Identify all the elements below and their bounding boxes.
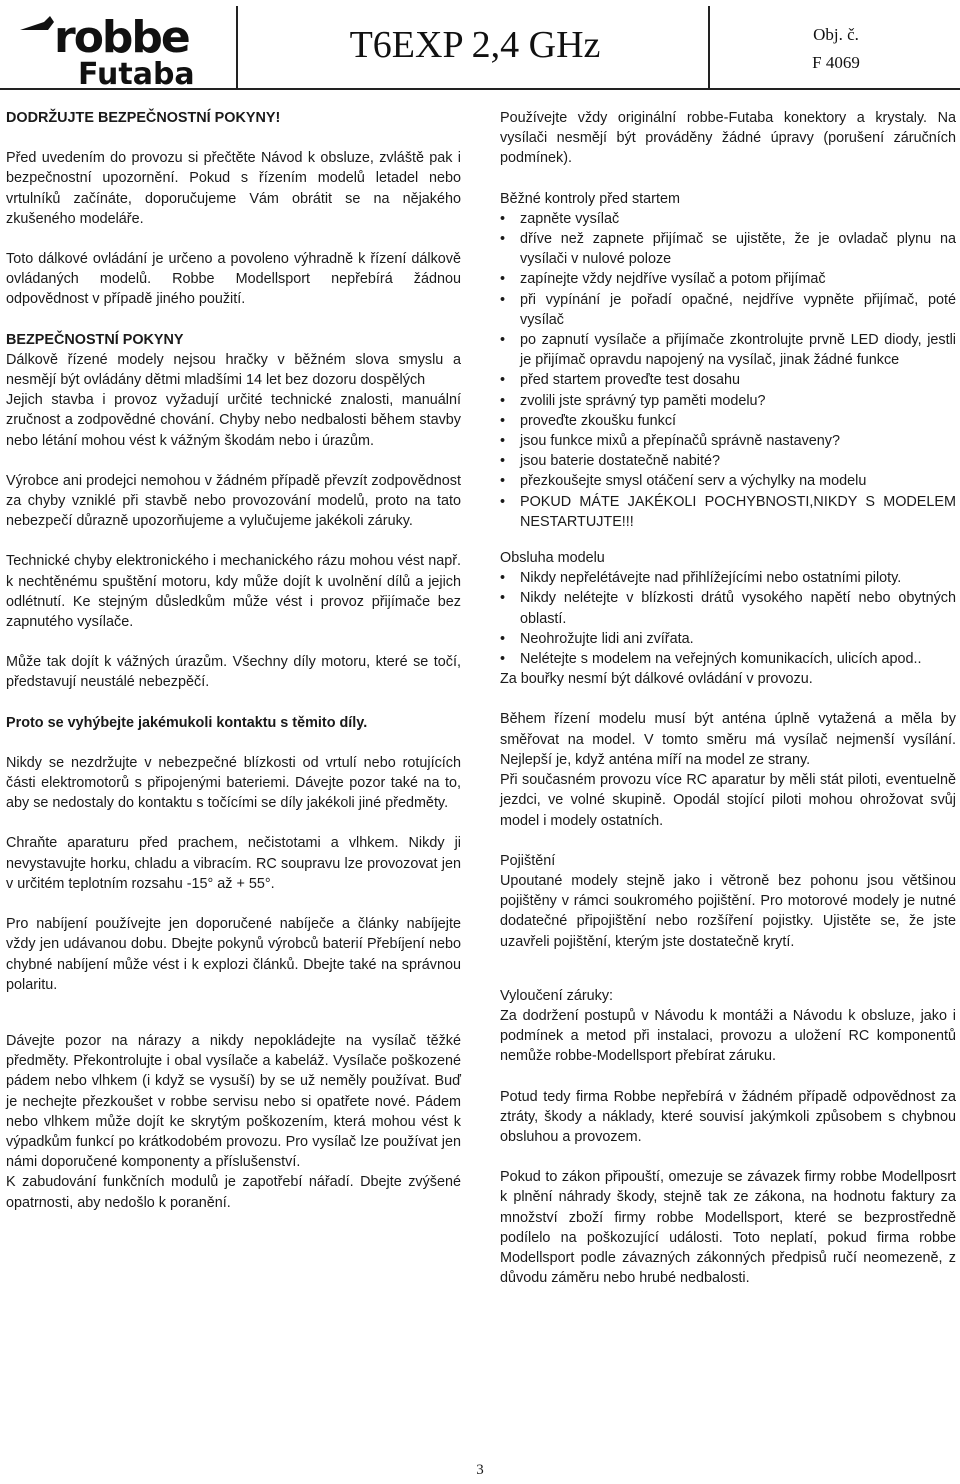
bullet-icon: • — [500, 372, 506, 389]
paragraph: Při současném provozu více RC aparatur by měli stát piloti, eventuelně jezdci, ve volné skupině. Opodál stojící piloti mohou ohrožovat svůj model i modely ostatních. — [500, 772, 956, 829]
header-rule — [0, 88, 960, 90]
list-item: • Nelétejte s modelem na veřejných komunikacích, ulicích apod.. — [500, 649, 956, 669]
paragraph: Za dodržení postupů v Návodu k montáži a Návodu k obsluze, jako i podmínek a metod při instalaci, provozu a uložení RC komponentů nemůže robbe-Modellsport přebírat záruku. — [500, 1007, 956, 1065]
paragraph: Během řízení modelu musí být anténa úplně vytažená a měla by směřovat na model. V tomto směru má vysílač nejmenší vysílání. Nejlepší je, když anténa míří na model ze strany. — [500, 711, 956, 768]
checks-list — [500, 209, 956, 532]
list-item: • Nikdy nelétejte v blízkosti drátů vysokého napětí nebo obytných oblastí. — [500, 590, 956, 627]
bullet-icon: • — [500, 332, 506, 349]
list-item: • po zapnutí vysílače a přijímače zkontrolujte prvně LED diody, jestli je přijímač opravdu napojený na vysílač, jinak žádné funkce — [500, 332, 956, 369]
bullet-icon: • — [500, 453, 506, 470]
insurance-title: Pojištění — [500, 852, 556, 869]
paragraph: Upoutané modely stejně jako i větroně bez pohonu jsou většinou pojištěny v rámci soukromého pojištění. Pro motorové modely je nutné dodatečné připojištění nebo rozšíření pojistky. Ujistěte se, že jste uzavřeli pojištění, kterým jste dostatečně krytí. — [500, 872, 956, 950]
bullet-icon: • — [500, 433, 506, 450]
paragraph: Potud tedy firma Robbe nepřebírá v žádném případě odpovědnost za ztráty, škody a náklady, které souvisí jakýmkoli způsobem s chybnou obsluhou a provozem. — [500, 1088, 956, 1145]
paragraph: Nikdy se nezdržujte v nebezpečné blízkosti od vrtulí nebo rotujících části elektromotorů s připojenými bateriemi. Dávejte pozor také na to, aby se nedostaly do kontaktu s točícími se díly jakékoli jiné předměty. — [6, 754, 461, 812]
bullet-icon: • — [500, 291, 506, 308]
bullet-icon: • — [500, 493, 506, 510]
list-item: • zapněte vysílač — [500, 209, 956, 229]
header-divider — [236, 6, 238, 90]
paragraph: Technické chyby elektronického i mechanického rázu mohou vést např. k nechtěnému spuštění motoru, kdy může dojít k uvolnění dílů a jejich odlétnutí. Ke stejným důsledkům může vést i provoz přijímače bez zapnutého vysílače. — [6, 553, 461, 631]
paragraph: Před uvedením do provozu si přečtěte Návod k obsluze, zvláště pak i bezpečnostní upozornění. Pokud s řízením modelů letadel nebo vrtulníků začínáte, doporučujeme Vám obrátit se na nějakého zkušeného modeláře. — [6, 150, 461, 227]
heading-safety: DODRŽUJTE BEZPEČNOSTNÍ POKYNY! — [6, 110, 281, 126]
bullet-icon: • — [500, 231, 506, 248]
paragraph: Může tak dojít k vážných úrazům. Všechny díly motoru, které se točí, představují neustálé nebezpěčí. — [6, 654, 461, 691]
warranty-title: Vyloučení záruky: — [500, 987, 614, 1004]
bullet-icon: • — [500, 630, 506, 647]
paragraph: Dálkově řízené modely nejsou hračky v běžném slova smyslu a nesmějí být ovládány dětmi mladšími 14 let bez dozoru dospělých — [6, 351, 461, 389]
bullet-icon: • — [500, 651, 506, 668]
paragraph: K zabudování funkčních modulů je zapotřebí nářadí. Dbejte zvýšené opatrnosti, aby nedošlo k poranění. — [6, 1174, 461, 1211]
order-label: Obj. č. — [813, 25, 859, 44]
list-item: • jsou baterie dostatečně nabité? — [500, 451, 956, 471]
warning-bold: Proto se vyhýbejte jakémukoli kontaktu s těmito díly. — [6, 714, 368, 731]
order-value: F 4069 — [812, 53, 860, 72]
paragraph: Za bouřky nesmí být dálkové ovládání v provozu. — [500, 671, 813, 688]
page-header — [0, 0, 960, 92]
right-column — [500, 108, 956, 1288]
list-item: • Nikdy nepřelétávejte nad přihlížejícími nebo ostatními piloty. — [500, 568, 956, 588]
left-column — [6, 108, 461, 1213]
robbe-futaba-logo — [14, 8, 224, 88]
order-number — [712, 24, 960, 74]
ops-title: Obsluha modelu — [500, 550, 605, 567]
list-item: • při vypínání je pořadí opačné, nejdříve vypněte přijímač, poté vysílač — [500, 291, 956, 328]
bullet-icon: • — [500, 210, 506, 227]
bullet-icon: • — [500, 473, 506, 490]
bullet-icon: • — [500, 412, 506, 429]
heading-safety-instructions: BEZPEČNOSTNÍ POKYNY — [6, 331, 184, 348]
list-item: • proveďte zkoušku funkcí — [500, 411, 956, 431]
paragraph: Výrobce ani prodejci nemohou v žádném případě převzít zodpovědnost za chyby vzniklé při stavbě nebo provozování modelů, proto na tato nebezpečí důrazně upozorňujeme a vylučujeme jakékoli záruky. — [6, 472, 461, 530]
paragraph: Toto dálkové ovládání je určeno a povoleno výhradně k řízení dálkově ovládaných modelů. Robbe Modellsport nepřebírá žádnou odpovědnost v případě jiného použití. — [6, 251, 461, 308]
paragraph: Používejte vždy originální robbe-Futaba konektory a krystaly. Na vysílači nesmějí být prováděny žádné úpravy (porušení záručních podmínek). — [500, 110, 956, 167]
list-item: • jsou funkce mixů a přepínačů správně nastaveny? — [500, 431, 956, 451]
list-item: • zapínejte vždy nejdříve vysílač a potom přijímač — [500, 269, 956, 289]
header-divider — [708, 6, 710, 90]
bullet-icon: • — [500, 570, 506, 587]
page-title: T6EXP 2,4 GHz — [349, 24, 601, 66]
list-item: • zvolili jste správný typ paměti modelu? — [500, 391, 956, 411]
logo-text-bottom: Futaba — [78, 57, 195, 88]
ops-list — [500, 568, 956, 669]
paragraph: Pro nabíjení používejte jen doporučené nabíječe a články nabíjejte vždy jen udávanou dobu. Dbejte pokynů výrobců baterií Přebíjení nebo chybné nabíjení může vést i k explozi článků. Dbejte také na správnou polaritu. — [6, 916, 461, 993]
checks-title: Běžné kontroly před startem — [500, 190, 680, 207]
bullet-icon: • — [500, 392, 506, 409]
list-item: • přezkoušejte smysl otáčení serv a výchylky na modelu — [500, 471, 956, 491]
paragraph: Chraňte aparaturu před prachem, nečistotami a vlhkem. Nikdy ji nevystavujte horku, chladu a vibracím. RC soupravu lze provozovat jen v určitém teplotním rozsahu -15° až + 55°. — [6, 835, 461, 892]
page-number: 3 — [476, 1462, 484, 1478]
bullet-icon: • — [500, 590, 506, 607]
list-item: • Neohrožujte lidi ani zvířata. — [500, 629, 956, 649]
paragraph: Dávejte pozor na nárazy a nikdy nepokládejte na vysílač těžké předměty. Překontrolujte i obal vysílače a kabeláž. Vysílače poškozené pádem nebo vlhkem (i když se vysuší) by se už neměly používat. Buď je nechejte přezkoušet v robbe servisu nebo si opatřete nové. Pádem nebo vlhkem může dojít ke skrytým poškozením, která mohou vést k výpadkům funkcí po krátkodobém provozu. Pro vysílač lze používat jen námi doporučené komponenty a příslušenství. — [6, 1032, 461, 1171]
paragraph: Pokud to zákon připouští, omezuje se závazek firmy robbe Modellposrt k plnění náhrady škody, stejně tak ze zákona, na hodnotu faktury za množství zboží firmy robbe Modellsport, které se bezprostředně podílelo na poškozující události. Toto neplatí, pokud firma robbe Modellsport podle závazných zákonných předpisů ručí neomezeně, z důvodu záměru nebo hrubé nedbalosti. — [500, 1169, 956, 1287]
list-item: • POKUD MÁTE JAKÉKOLI POCHYBNOSTI,NIKDY S MODELEM NESTARTUJTE!!! — [500, 493, 956, 530]
logo-text-top: robbe — [54, 12, 189, 63]
paragraph: Jejich stavba i provoz vyžadují určité technické znalosti, manuální zručnost a zodpovědné chování. Chyby nebo nedbalosti během stavby nebo létání mohou vést k vážným škodám nebo i úrazům. — [6, 392, 461, 449]
bullet-icon: • — [500, 271, 506, 288]
list-item: • před startem proveďte test dosahu — [500, 370, 956, 390]
list-item: • dříve než zapnete přijímač se ujistěte, že je ovladač plynu na vysílači v nulové poloze — [500, 231, 956, 268]
